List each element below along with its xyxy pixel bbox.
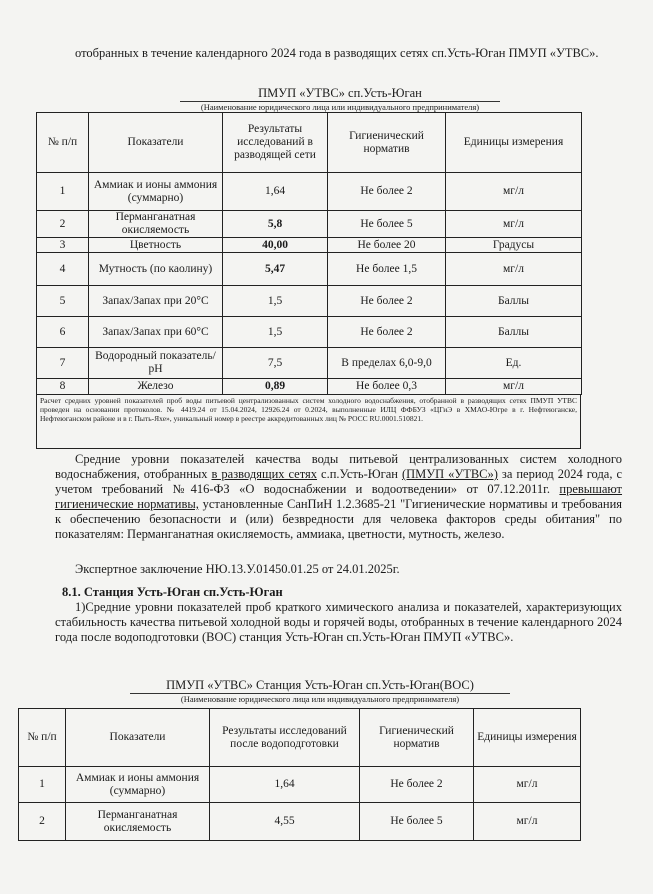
table1-header-num: № п/п — [37, 113, 89, 173]
row-unit: мг/л — [446, 379, 582, 395]
row-indicator: Запах/Запах при 20°С — [89, 286, 223, 317]
table-row — [19, 767, 581, 803]
row-unit: мг/л — [446, 211, 582, 238]
conclusion-text-d: установленные СанПиН 1.2.3685-21 "Гигиенические нормативы и требования к обеспечению безопасности и (или) безвредности для человека факторов среды обитания" по показателям: Перманганатная окисляемость, аммиака, цветности, мутность, железо. — [55, 497, 623, 541]
table1-subtitle: (Наименование юридического лица или индивидуального предпринимателя) — [180, 101, 500, 112]
table2-header-num: № п/п — [19, 709, 66, 767]
row-norm: Не более 2 — [328, 286, 446, 317]
row-unit: Баллы — [446, 317, 582, 348]
conclusion-paragraph — [55, 452, 622, 542]
row-unit: мг/л — [474, 767, 581, 803]
row-norm: Не более 5 — [360, 803, 474, 841]
conclusion-text-a: Средние уровни показателей качества воды питьевой централизованных систем холодного водоснабжения, отобранных — [55, 452, 622, 481]
table1-header-row — [37, 113, 582, 173]
row-norm: Не более 2 — [328, 173, 446, 211]
table2-header-results: Результаты исследований после водоподготовки — [210, 709, 360, 767]
row-indicator: Водородный показатель/рН — [89, 348, 223, 379]
row-indicator: Мутность (по каолину) — [89, 253, 223, 286]
row-value: 1,64 — [210, 767, 360, 803]
row-value: 0,89 — [223, 379, 328, 395]
row-num: 4 — [37, 253, 89, 286]
row-value: 1,5 — [223, 286, 328, 317]
row-num: 5 — [37, 286, 89, 317]
table2-title: ПМУП «УТВС» Станция Усть-Юган сп.Усть-Юган(ВОС) — [166, 678, 474, 692]
conclusion-text-c: за период 2024 года, с учетом требований №416-ФЗ «О водоснабжении и водоотведении» от 07.12.2011г. — [55, 467, 623, 496]
row-num: 2 — [19, 803, 66, 841]
row-indicator: Железо — [89, 379, 223, 395]
row-value: 5,8 — [223, 211, 328, 238]
conclusion-underlined-networks: в разводящих сетях — [211, 467, 318, 481]
row-unit: Градусы — [446, 238, 582, 253]
row-unit: Ед. — [446, 348, 582, 379]
row-num: 2 — [37, 211, 89, 238]
table1-header-indicator: Показатели — [89, 113, 223, 173]
section-text: 1)Средние уровни показателей проб краткого химического анализа и показателей, характеризующих стабильность качества питьевой холодной воды и горячей воды, отобранных в течение календарного 2024 года после водоподготовки (ВОС) станция Усть-Юган сп.Усть-Юган ПМУП «УТВС». — [55, 600, 622, 644]
conclusion-underlined-exceed: превышают гигиенические нормативы, — [55, 482, 623, 511]
row-indicator: Аммиак и ионы аммония (суммарно) — [89, 173, 223, 211]
row-value: 1,5 — [223, 317, 328, 348]
row-value: 7,5 — [223, 348, 328, 379]
section-heading: 8.1. Станция Усть-Юган сп.Усть-Юган — [62, 585, 283, 599]
row-norm: Не более 5 — [328, 211, 446, 238]
row-indicator: Аммиак и ионы аммония (суммарно) — [66, 767, 210, 803]
row-norm: Не более 0,3 — [328, 379, 446, 395]
row-unit: мг/л — [474, 803, 581, 841]
row-num: 1 — [19, 767, 66, 803]
table-row — [37, 379, 582, 395]
row-indicator: Запах/Запах при 60°С — [89, 317, 223, 348]
row-num: 8 — [37, 379, 89, 395]
table1-title: ПМУП «УТВС» сп.Усть-Юган — [258, 86, 422, 100]
table-row — [37, 286, 582, 317]
row-norm: Не более 1,5 — [328, 253, 446, 286]
table1-header-results: Результаты исследований в разводящей сети — [223, 113, 328, 173]
row-unit: мг/л — [446, 253, 582, 286]
table2-header-norm: Гигиенический норматив — [360, 709, 474, 767]
row-indicator: Перманганатная окисляемость — [89, 211, 223, 238]
table-row — [37, 253, 582, 286]
row-norm: Не более 2 — [328, 317, 446, 348]
table-row — [37, 317, 582, 348]
row-value: 40,00 — [223, 238, 328, 253]
row-norm: Не более 20 — [328, 238, 446, 253]
table1 — [36, 112, 582, 395]
table2-header-indicator: Показатели — [66, 709, 210, 767]
row-value: 1,64 — [223, 173, 328, 211]
row-num: 3 — [37, 238, 89, 253]
row-indicator: Цветность — [89, 238, 223, 253]
expert-conclusion: Экспертное заключение НЮ.13.У.01450.01.25 от 24.01.2025г. — [75, 562, 400, 576]
intro-text: отобранных в течение календарного 2024 года в разводящих сетях сп.Усть-Юган ПМУП «УТВС». — [75, 46, 599, 60]
table2-header-row — [19, 709, 581, 767]
table2-subtitle: (Наименование юридического лица или индивидуального предпринимателя) — [130, 693, 510, 704]
table1-header-norm: Гигиенический норматив — [328, 113, 446, 173]
table-row — [37, 211, 582, 238]
row-num: 1 — [37, 173, 89, 211]
table1-header-unit: Единицы измерения — [446, 113, 582, 173]
row-norm: Не более 2 — [360, 767, 474, 803]
row-norm: В пределах 6,0-9,0 — [328, 348, 446, 379]
table-row — [37, 238, 582, 253]
row-value: 4,55 — [210, 803, 360, 841]
table2-header-unit: Единицы измерения — [474, 709, 581, 767]
row-num: 6 — [37, 317, 89, 348]
table-row — [37, 173, 582, 211]
table2 — [18, 708, 581, 841]
row-num: 7 — [37, 348, 89, 379]
row-value: 5,47 — [223, 253, 328, 286]
row-unit: мг/л — [446, 173, 582, 211]
row-indicator: Перманганатная окисляемость — [66, 803, 210, 841]
row-unit: Баллы — [446, 286, 582, 317]
table-row — [19, 803, 581, 841]
conclusion-underlined-org: (ПМУП «УТВС») — [401, 467, 498, 481]
conclusion-text-b: с.п.Усть-Юган — [321, 467, 398, 481]
table1-footnote: Расчет средних уровней показателей проб воды питьевой централизованных систем холодного водоснабжения, отобранной в разводящих сетях ПМУП УТВС проведен на основании протоколов. № 4419.24 от 15.04.2024, 12926.24 от 0.2024, выполненные ИЛЦ ФФБУЗ «ЦГиЭ в ХМАО-Югре в г. Нефтеюганске, Нефтеюганском районе и в г. Пыть-Яхе», уникальный номер в реестре аккредитованных лиц № РОСС RU.0001.510821. — [36, 394, 581, 449]
table-row — [37, 348, 582, 379]
